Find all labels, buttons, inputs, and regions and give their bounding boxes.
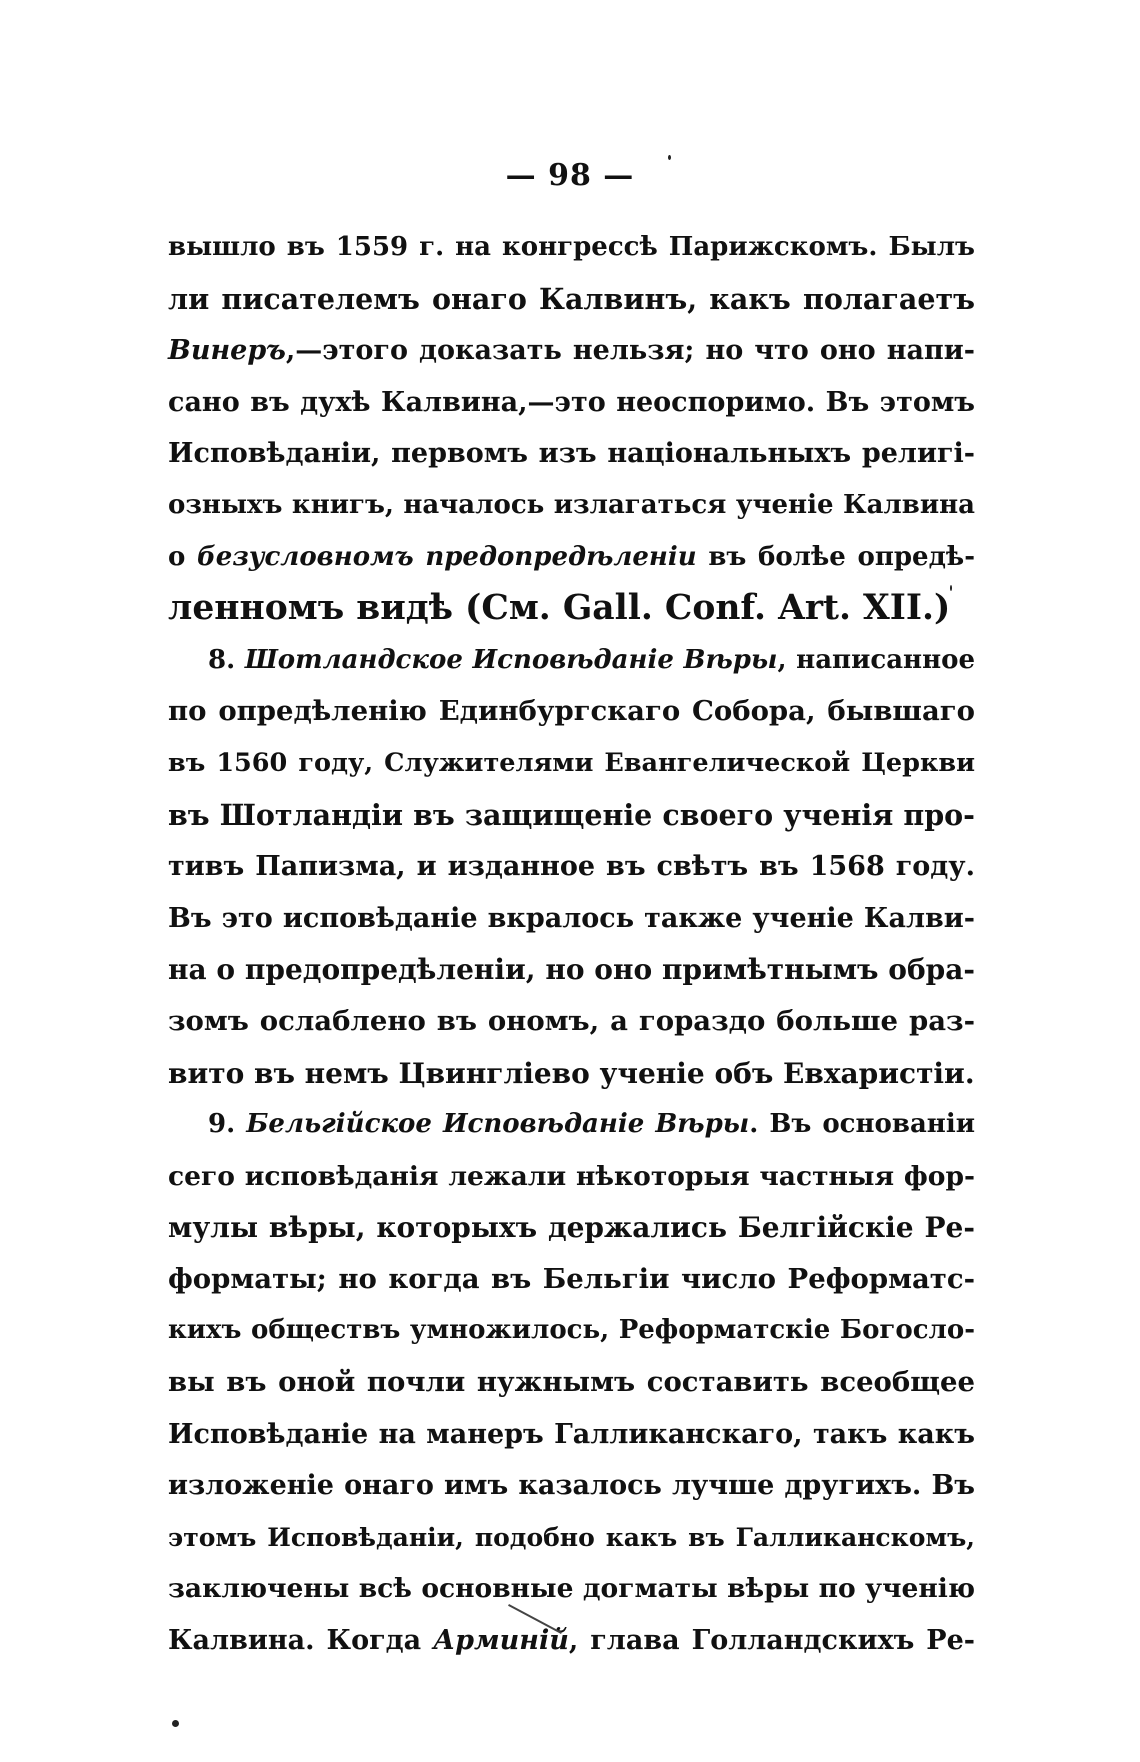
italic-text: Бельгійское Исповѣданіе Вѣры [246,1109,750,1140]
text-run: , написанное [777,644,975,675]
text-run: вы въ оной почли нужнымъ составить всеобщее [168,1366,975,1399]
text-run: по опредѣленію Единбургскаго Собора, бывшаго [168,695,975,728]
italic-text: Шотландское Исповѣданіе Вѣры [244,644,778,675]
italic-text: Винеръ [168,335,286,367]
text-run: Исповѣданіе на манеръ Галликанскаго, такъ какъ [168,1418,975,1450]
text-run: сано въ духѣ Калвина,—это неоспоримо. Въ этомъ [168,386,975,418]
text-line [168,222,975,274]
text-run: зомъ ослаблено въ ономъ, а гораздо больше раз- [168,1004,975,1037]
scan-dot [668,155,671,160]
text-run: кихъ обществъ умножилось, Реформатскіе Богосло- [168,1315,975,1346]
text-line [168,1615,975,1667]
scan-dot [950,585,952,591]
text-line [168,944,975,996]
text-line [168,1460,975,1512]
text-line [168,686,975,738]
text-run: этомъ Исповѣданіи, подобно какъ въ Галликанскомъ, [168,1522,975,1552]
text-line [168,841,975,893]
text-line [168,1202,975,1254]
text-run: Исповѣданіи, первомъ изъ національныхъ религі- [168,438,975,470]
text-run: Въ это исповѣданіе вкралось также ученіе Калви- [168,902,975,934]
text-line [168,1151,975,1203]
text-line [168,1357,975,1409]
text-run: , глава Голландскихъ Ре- [568,1625,975,1657]
text-run: форматы; но когда въ Бельгіи число Реформатс- [168,1262,975,1295]
text-run: въ Шотландіи въ защищеніе своего ученія про- [168,797,975,832]
text-line [168,274,975,326]
text-line [168,1099,975,1151]
text-line [168,1048,975,1100]
page-number: — 98 — [505,158,635,193]
text-line [168,1305,975,1357]
text-line [168,893,975,945]
text-run: 9. [208,1109,247,1140]
text-run: на о предопредѣленіи, но оно примѣтнымъ обра- [168,953,975,987]
body-text [168,222,975,1667]
text-line [168,532,975,584]
text-line [168,480,975,532]
text-run: мулы вѣры, которыхъ держались Белгійскіе Ре- [168,1211,975,1245]
text-line [168,635,975,687]
text-line [168,790,975,842]
text-run: вышло въ 1559 г. на конгрессѣ Парижскомъ. Былъ [168,232,975,262]
text-run: о [168,541,197,572]
text-run: ,—этого доказать нельзя; но что оно напи- [285,335,975,367]
text-line [168,428,975,480]
italic-text: безусловномъ предопредѣленіи [197,541,697,572]
text-line [168,583,975,635]
text-line [168,377,975,429]
text-run: тивъ Папизма, и изданное въ свѣтъ въ 1568 году. [168,851,975,883]
text-run: ли писателемъ онаго Калвинъ, какъ полагаетъ [168,281,975,316]
text-line [168,738,975,790]
text-line [168,1409,975,1461]
text-line [168,1512,975,1564]
text-run: вито въ немъ Цвингліево ученіе объ Евхаристіи. [168,1056,975,1090]
text-line [168,325,975,377]
text-run: . Въ основаніи [749,1109,975,1140]
text-line [168,1563,975,1615]
text-run: озныхъ книгъ, началось излагаться ученіе Калвина [168,489,975,520]
text-line [168,1254,975,1306]
text-run: заключены всѣ основные догматы вѣры по ученію [168,1573,975,1605]
text-run: Калвина. Когда [168,1625,434,1657]
italic-text: Арминій [433,1625,569,1657]
text-line [168,996,975,1048]
text-run: ленномъ видѣ (См. Gall. Conf. Art. XII.) [168,588,951,629]
text-run: въ болѣе опредѣ- [696,541,975,572]
text-run: въ 1560 году, Служителями Евангелической Церкви [168,747,975,778]
text-run: 8. [208,644,245,675]
text-run: сего исповѣданія лежали нѣкоторыя частныя фор- [168,1160,975,1192]
text-run: изложеніе онаго имъ казалось лучше другихъ. Въ [168,1470,975,1502]
scan-dot [172,1720,179,1727]
